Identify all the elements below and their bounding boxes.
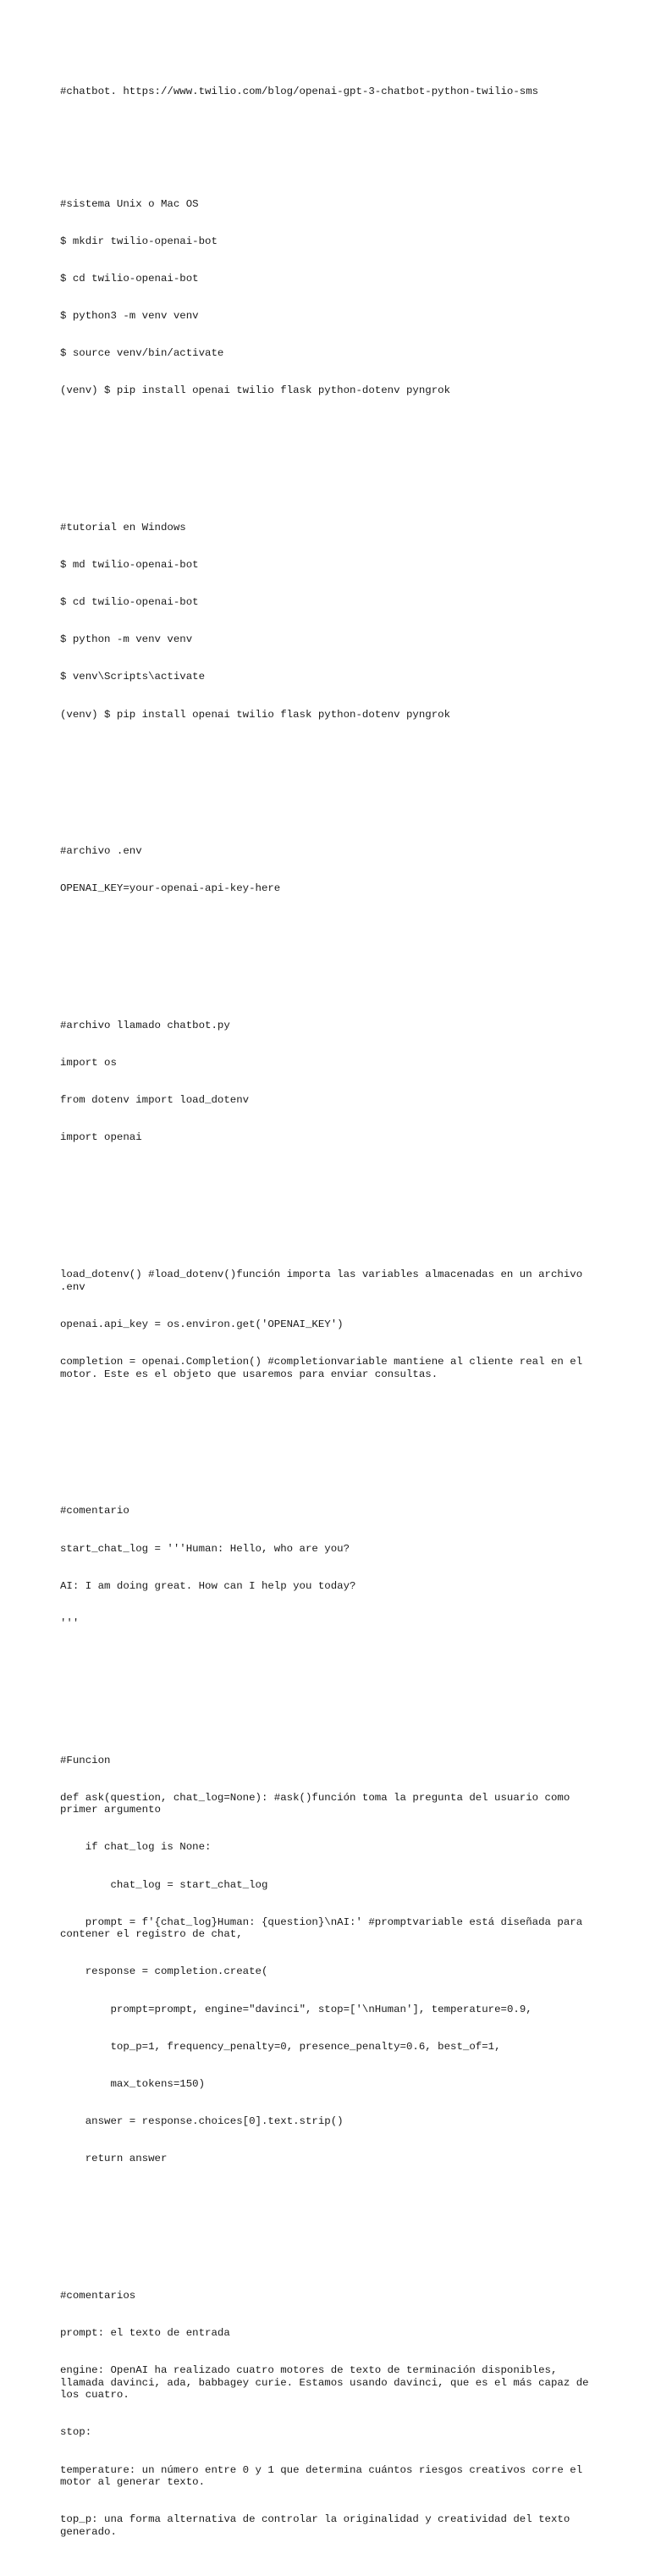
text-line: completion = openai.Completion() #completionvariable mantiene al cliente real en el motor. Este es el objeto que usaremos para enviar consultas. — [60, 1356, 589, 1380]
text-line: #archivo llamado chatbot.py — [60, 1020, 230, 1032]
text-line: start_chat_log = '''Human: Hello, who are you? — [60, 1542, 350, 1555]
text-line: $ python -m venv venv — [60, 633, 193, 646]
text-line: return answer — [60, 2153, 168, 2165]
text-line: #comentarios — [60, 2289, 136, 2302]
text-line: OPENAI_KEY=your-openai-api-key-here — [60, 882, 281, 895]
comments-block — [60, 2264, 602, 2563]
text-line: answer = response.choices[0].text.strip() — [60, 2114, 344, 2127]
text-line: prompt: el texto de entrada — [60, 2326, 230, 2339]
text-line: #sistema Unix o Mac OS — [60, 197, 199, 210]
text-line: #tutorial en Windows — [60, 521, 186, 533]
text-line: from dotenv import load_dotenv — [60, 1094, 250, 1107]
text-line: prompt = f'{chat_log}Human: {question}\nAI:' #promptvariable está diseñada para contener el registro de chat, — [60, 1915, 589, 1941]
blank-line — [60, 447, 602, 460]
env-file-block — [60, 821, 602, 920]
text-line: if chat_log is None: — [60, 1841, 212, 1854]
text-line: top_p=1, frequency_penalty=0, presence_penalty=0.6, best_of=1, — [60, 2040, 501, 2053]
text-line: #Funcion — [60, 1754, 111, 1766]
text-line: ''' — [60, 1617, 80, 1629]
text-line: load_dotenv() #load_dotenv()función importa las variables almacenadas en un archivo .env — [60, 1269, 589, 1293]
text-line: $ python3 -m venv venv — [60, 310, 199, 323]
blank-line — [60, 2215, 602, 2228]
windows-setup-block — [60, 497, 602, 746]
text-line: temperature: un número entre 0 y 1 que determina cuántos riesgos creativos corre el motor al generar texto. — [60, 2463, 589, 2489]
document-page — [60, 61, 602, 2576]
blank-line — [60, 945, 602, 958]
text-line: max_tokens=150) — [60, 2077, 206, 2090]
blank-line — [60, 771, 602, 783]
blank-line — [60, 1430, 602, 1443]
text-line: $ cd twilio-openai-bot — [60, 596, 199, 609]
text-line: top_p: una forma alternativa de controlar la originalidad y creatividad del texto generado. — [60, 2513, 576, 2539]
text-line: import os — [60, 1057, 117, 1070]
text-line: $ venv\Scripts\activate — [60, 671, 206, 683]
text-line: openai.api_key = os.environ.get('OPENAI_KEY') — [60, 1318, 344, 1330]
text-line: (venv) $ pip install openai twilio flask python-dotenv pyngrok — [60, 384, 451, 397]
text-line: #comentario — [60, 1505, 129, 1517]
text-line: $ cd twilio-openai-bot — [60, 272, 199, 285]
text-line: AI: I am doing great. How can I help you today? — [60, 1579, 356, 1592]
text-line: response = completion.create( — [60, 1965, 268, 1978]
text-line: $ md twilio-openai-bot — [60, 559, 199, 572]
source-url-comment — [60, 86, 602, 98]
text-line: chat_log = start_chat_log — [60, 1878, 268, 1891]
text-line: #archivo .env — [60, 845, 142, 858]
text-line: $ source venv/bin/activate — [60, 347, 224, 360]
text-line: engine: OpenAI ha realizado cuatro motores de texto de terminación disponibles, llamada davinci, ada, babbagey curie. Estamos usando davinci, que es el más capaz de los cuatro. — [60, 2363, 596, 2402]
blank-line — [60, 1679, 602, 1692]
text-line: (venv) $ pip install openai twilio flask python-dotenv pyngrok — [60, 708, 451, 721]
text-line: $ mkdir twilio-openai-bot — [60, 235, 218, 247]
blank-line — [60, 124, 602, 136]
text-line: #chatbot. https://www.twilio.com/blog/openai-gpt-3-chatbot-python-twilio-sms — [60, 86, 539, 98]
blank-line — [60, 1194, 602, 1207]
imports-block — [60, 995, 602, 1169]
text-line: import openai — [60, 1131, 142, 1144]
init-block — [60, 1244, 602, 1406]
text-line: stop: — [60, 2426, 92, 2439]
chat-log-block — [60, 1480, 602, 1655]
unix-setup-block — [60, 173, 602, 422]
text-line: def ask(question, chat_log=None): #ask()función toma la pregunta del usuario como primer argumento — [60, 1791, 576, 1816]
function-block — [60, 1729, 602, 2190]
text-line: prompt=prompt, engine="davinci", stop=['\nHuman'], temperature=0.9, — [60, 2003, 532, 2015]
